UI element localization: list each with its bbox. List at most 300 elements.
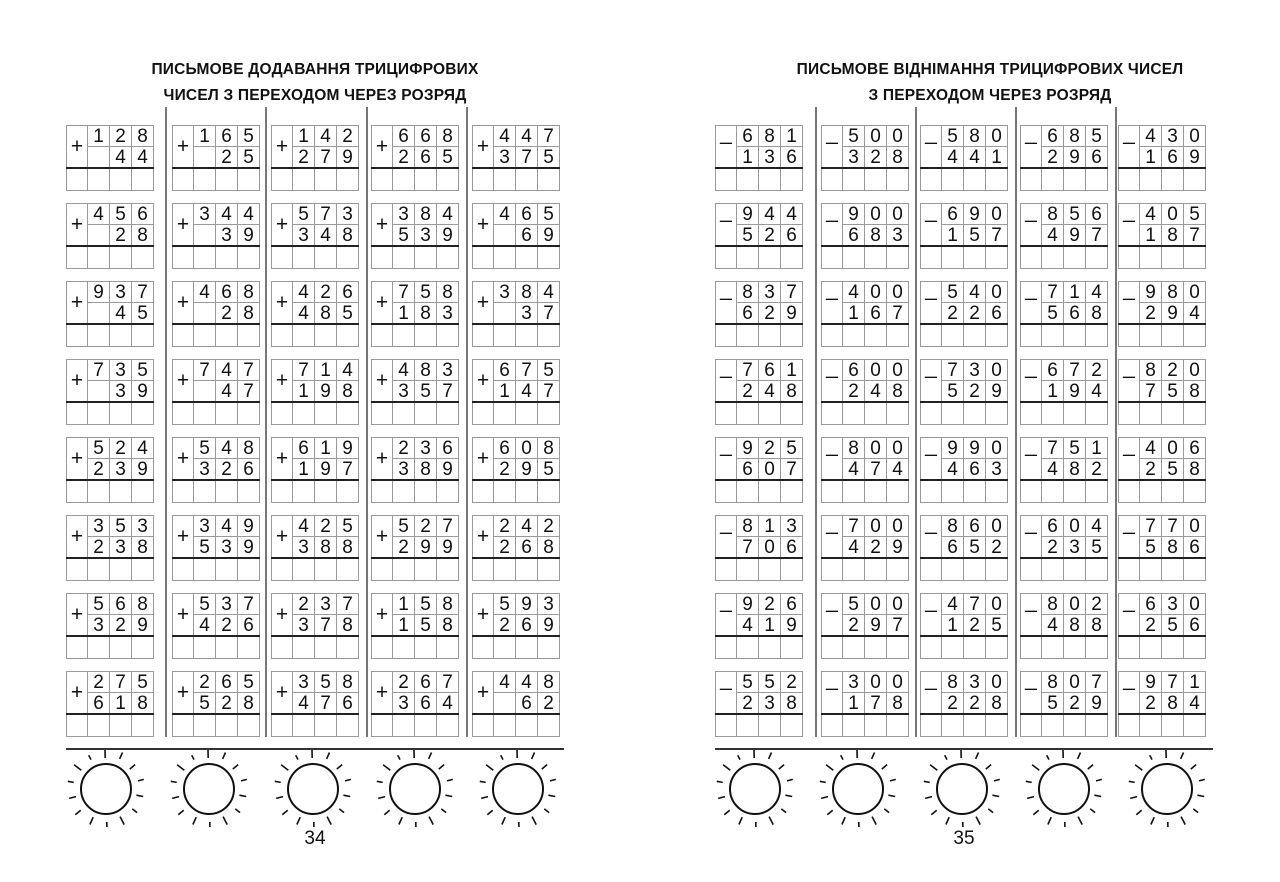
answer-cell[interactable] [292,402,315,425]
answer-cell[interactable] [392,402,415,425]
answer-cell[interactable] [1183,714,1206,737]
answer-cell[interactable] [172,636,194,659]
answer-cell[interactable] [436,480,459,503]
answer-cell[interactable] [1085,714,1108,737]
answer-cell[interactable] [472,402,494,425]
answer-cell[interactable] [886,558,909,581]
answer-cell[interactable] [941,324,964,347]
answer-cell[interactable] [941,402,964,425]
answer-cell[interactable] [1063,714,1086,737]
answer-cell[interactable] [821,558,843,581]
answer-cell[interactable] [314,168,337,191]
answer-cell[interactable] [920,558,942,581]
answer-cell[interactable] [1161,168,1184,191]
answer-cell[interactable] [1041,324,1064,347]
answer-cell[interactable] [821,714,843,737]
answer-cell[interactable] [920,480,942,503]
answer-cell[interactable] [1139,636,1162,659]
answer-cell[interactable] [941,246,964,269]
answer-cell[interactable] [87,168,110,191]
answer-cell[interactable] [336,168,359,191]
answer-cell[interactable] [886,324,909,347]
answer-cell[interactable] [985,714,1008,737]
answer-cell[interactable] [237,714,260,737]
answer-cell[interactable] [109,402,132,425]
answer-cell[interactable] [1041,246,1064,269]
answer-cell[interactable] [780,324,803,347]
answer-cell[interactable] [1085,246,1108,269]
answer-cell[interactable] [1020,480,1042,503]
answer-cell[interactable] [87,636,110,659]
answer-cell[interactable] [780,480,803,503]
answer-cell[interactable] [237,402,260,425]
answer-cell[interactable] [172,402,194,425]
answer-cell[interactable] [436,402,459,425]
answer-cell[interactable] [821,324,843,347]
answer-cell[interactable] [66,558,88,581]
answer-cell[interactable] [1118,636,1140,659]
answer-cell[interactable] [172,246,194,269]
answer-cell[interactable] [371,636,393,659]
answer-cell[interactable] [780,714,803,737]
answer-cell[interactable] [414,402,437,425]
answer-cell[interactable] [193,480,216,503]
answer-cell[interactable] [715,324,737,347]
answer-cell[interactable] [1118,168,1140,191]
answer-cell[interactable] [172,480,194,503]
answer-cell[interactable] [537,168,560,191]
answer-cell[interactable] [193,246,216,269]
answer-cell[interactable] [414,714,437,737]
answer-cell[interactable] [1161,480,1184,503]
answer-cell[interactable] [314,636,337,659]
answer-cell[interactable] [237,480,260,503]
answer-cell[interactable] [472,636,494,659]
answer-cell[interactable] [1020,558,1042,581]
answer-cell[interactable] [436,636,459,659]
answer-cell[interactable] [336,558,359,581]
answer-cell[interactable] [715,480,737,503]
answer-cell[interactable] [172,714,194,737]
answer-cell[interactable] [1183,558,1206,581]
answer-cell[interactable] [780,402,803,425]
answer-cell[interactable] [963,246,986,269]
answer-cell[interactable] [1041,168,1064,191]
answer-cell[interactable] [1183,246,1206,269]
answer-cell[interactable] [109,246,132,269]
answer-cell[interactable] [66,636,88,659]
answer-cell[interactable] [131,324,154,347]
answer-cell[interactable] [1139,714,1162,737]
answer-cell[interactable] [271,168,293,191]
answer-cell[interactable] [336,402,359,425]
answer-cell[interactable] [414,168,437,191]
answer-cell[interactable] [131,558,154,581]
answer-cell[interactable] [842,714,865,737]
answer-cell[interactable] [172,558,194,581]
answer-cell[interactable] [436,168,459,191]
answer-cell[interactable] [237,324,260,347]
answer-cell[interactable] [271,480,293,503]
answer-cell[interactable] [215,324,238,347]
answer-cell[interactable] [1139,480,1162,503]
answer-cell[interactable] [131,636,154,659]
answer-cell[interactable] [271,246,293,269]
answer-cell[interactable] [941,480,964,503]
answer-cell[interactable] [1139,324,1162,347]
answer-cell[interactable] [371,402,393,425]
answer-cell[interactable] [736,246,759,269]
answer-cell[interactable] [1020,714,1042,737]
answer-cell[interactable] [1041,402,1064,425]
answer-cell[interactable] [821,636,843,659]
answer-cell[interactable] [985,246,1008,269]
answer-cell[interactable] [715,636,737,659]
answer-cell[interactable] [515,714,538,737]
answer-cell[interactable] [371,246,393,269]
answer-cell[interactable] [920,168,942,191]
answer-cell[interactable] [371,168,393,191]
answer-cell[interactable] [1183,480,1206,503]
answer-cell[interactable] [842,558,865,581]
answer-cell[interactable] [963,636,986,659]
answer-cell[interactable] [715,402,737,425]
answer-cell[interactable] [436,324,459,347]
answer-cell[interactable] [1161,714,1184,737]
answer-cell[interactable] [1020,324,1042,347]
answer-cell[interactable] [472,558,494,581]
answer-cell[interactable] [963,480,986,503]
answer-cell[interactable] [780,246,803,269]
answer-cell[interactable] [271,324,293,347]
answer-cell[interactable] [515,168,538,191]
answer-cell[interactable] [1020,168,1042,191]
answer-cell[interactable] [271,714,293,737]
answer-cell[interactable] [963,402,986,425]
answer-cell[interactable] [1118,714,1140,737]
answer-cell[interactable] [109,714,132,737]
answer-cell[interactable] [215,480,238,503]
answer-cell[interactable] [515,324,538,347]
answer-cell[interactable] [864,168,887,191]
answer-cell[interactable] [736,558,759,581]
answer-cell[interactable] [414,636,437,659]
answer-cell[interactable] [292,480,315,503]
answer-cell[interactable] [920,714,942,737]
answer-cell[interactable] [87,402,110,425]
answer-cell[interactable] [66,246,88,269]
answer-cell[interactable] [1183,402,1206,425]
answer-cell[interactable] [371,714,393,737]
answer-cell[interactable] [193,714,216,737]
answer-cell[interactable] [87,714,110,737]
answer-cell[interactable] [392,636,415,659]
answer-cell[interactable] [237,558,260,581]
answer-cell[interactable] [436,558,459,581]
answer-cell[interactable] [314,714,337,737]
answer-cell[interactable] [985,480,1008,503]
answer-cell[interactable] [941,168,964,191]
answer-cell[interactable] [886,246,909,269]
answer-cell[interactable] [736,324,759,347]
answer-cell[interactable] [780,636,803,659]
answer-cell[interactable] [963,558,986,581]
answer-cell[interactable] [1063,246,1086,269]
answer-cell[interactable] [87,480,110,503]
answer-cell[interactable] [842,636,865,659]
answer-cell[interactable] [414,558,437,581]
answer-cell[interactable] [1041,480,1064,503]
answer-cell[interactable] [1063,636,1086,659]
answer-cell[interactable] [985,324,1008,347]
answer-cell[interactable] [131,246,154,269]
answer-cell[interactable] [472,246,494,269]
answer-cell[interactable] [193,558,216,581]
answer-cell[interactable] [886,636,909,659]
answer-cell[interactable] [780,558,803,581]
answer-cell[interactable] [87,558,110,581]
answer-cell[interactable] [1020,246,1042,269]
answer-cell[interactable] [87,324,110,347]
answer-cell[interactable] [493,636,516,659]
answer-cell[interactable] [1041,714,1064,737]
answer-cell[interactable] [1063,324,1086,347]
answer-cell[interactable] [1085,480,1108,503]
answer-cell[interactable] [414,246,437,269]
answer-cell[interactable] [1161,402,1184,425]
answer-cell[interactable] [493,246,516,269]
answer-cell[interactable] [920,324,942,347]
answer-cell[interactable] [131,480,154,503]
answer-cell[interactable] [985,402,1008,425]
answer-cell[interactable] [414,324,437,347]
answer-cell[interactable] [271,402,293,425]
answer-cell[interactable] [371,558,393,581]
answer-cell[interactable] [392,246,415,269]
answer-cell[interactable] [1085,402,1108,425]
answer-cell[interactable] [1118,480,1140,503]
answer-cell[interactable] [336,480,359,503]
answer-cell[interactable] [1063,402,1086,425]
answer-cell[interactable] [493,402,516,425]
answer-cell[interactable] [66,402,88,425]
answer-cell[interactable] [336,246,359,269]
answer-cell[interactable] [271,636,293,659]
answer-cell[interactable] [985,558,1008,581]
answer-cell[interactable] [920,636,942,659]
answer-cell[interactable] [537,480,560,503]
answer-cell[interactable] [941,558,964,581]
answer-cell[interactable] [963,714,986,737]
answer-cell[interactable] [985,168,1008,191]
answer-cell[interactable] [414,480,437,503]
answer-cell[interactable] [537,402,560,425]
answer-cell[interactable] [193,636,216,659]
answer-cell[interactable] [736,714,759,737]
answer-cell[interactable] [336,714,359,737]
answer-cell[interactable] [715,558,737,581]
answer-cell[interactable] [172,168,194,191]
answer-cell[interactable] [715,168,737,191]
answer-cell[interactable] [842,402,865,425]
answer-cell[interactable] [1085,168,1108,191]
answer-cell[interactable] [1183,168,1206,191]
answer-cell[interactable] [537,558,560,581]
answer-cell[interactable] [963,324,986,347]
answer-cell[interactable] [493,558,516,581]
answer-cell[interactable] [821,246,843,269]
answer-cell[interactable] [109,168,132,191]
answer-cell[interactable] [493,714,516,737]
answer-cell[interactable] [985,636,1008,659]
answer-cell[interactable] [1139,168,1162,191]
answer-cell[interactable] [1161,246,1184,269]
answer-cell[interactable] [193,168,216,191]
answer-cell[interactable] [392,324,415,347]
answer-cell[interactable] [736,636,759,659]
answer-cell[interactable] [314,402,337,425]
answer-cell[interactable] [1118,558,1140,581]
answer-cell[interactable] [1139,246,1162,269]
answer-cell[interactable] [215,402,238,425]
answer-cell[interactable] [193,402,216,425]
answer-cell[interactable] [109,480,132,503]
answer-cell[interactable] [758,246,781,269]
answer-cell[interactable] [758,480,781,503]
answer-cell[interactable] [472,480,494,503]
answer-cell[interactable] [215,168,238,191]
answer-cell[interactable] [1118,246,1140,269]
answer-cell[interactable] [864,636,887,659]
answer-cell[interactable] [1085,558,1108,581]
answer-cell[interactable] [237,636,260,659]
answer-cell[interactable] [1063,558,1086,581]
answer-cell[interactable] [515,636,538,659]
answer-cell[interactable] [515,558,538,581]
answer-cell[interactable] [1041,558,1064,581]
answer-cell[interactable] [131,402,154,425]
answer-cell[interactable] [109,558,132,581]
answer-cell[interactable] [472,168,494,191]
answer-cell[interactable] [1041,636,1064,659]
answer-cell[interactable] [314,246,337,269]
answer-cell[interactable] [109,324,132,347]
answer-cell[interactable] [66,480,88,503]
answer-cell[interactable] [292,636,315,659]
answer-cell[interactable] [392,480,415,503]
answer-cell[interactable] [1020,636,1042,659]
answer-cell[interactable] [493,168,516,191]
answer-cell[interactable] [842,324,865,347]
answer-cell[interactable] [292,714,315,737]
answer-cell[interactable] [963,168,986,191]
answer-cell[interactable] [493,324,516,347]
answer-cell[interactable] [1118,402,1140,425]
answer-cell[interactable] [821,480,843,503]
answer-cell[interactable] [271,558,293,581]
answer-cell[interactable] [537,324,560,347]
answer-cell[interactable] [436,246,459,269]
answer-cell[interactable] [515,402,538,425]
answer-cell[interactable] [864,480,887,503]
answer-cell[interactable] [920,246,942,269]
answer-cell[interactable] [392,168,415,191]
answer-cell[interactable] [537,714,560,737]
answer-cell[interactable] [715,246,737,269]
answer-cell[interactable] [864,714,887,737]
answer-cell[interactable] [842,168,865,191]
answer-cell[interactable] [758,402,781,425]
answer-cell[interactable] [131,714,154,737]
answer-cell[interactable] [821,168,843,191]
answer-cell[interactable] [842,480,865,503]
answer-cell[interactable] [1161,636,1184,659]
answer-cell[interactable] [109,636,132,659]
answer-cell[interactable] [1085,324,1108,347]
answer-cell[interactable] [515,246,538,269]
answer-cell[interactable] [1161,324,1184,347]
answer-cell[interactable] [472,714,494,737]
answer-cell[interactable] [131,168,154,191]
answer-cell[interactable] [436,714,459,737]
answer-cell[interactable] [66,714,88,737]
answer-cell[interactable] [736,402,759,425]
answer-cell[interactable] [941,636,964,659]
answer-cell[interactable] [821,402,843,425]
answer-cell[interactable] [392,558,415,581]
answer-cell[interactable] [371,480,393,503]
answer-cell[interactable] [336,324,359,347]
answer-cell[interactable] [237,168,260,191]
answer-cell[interactable] [537,636,560,659]
answer-cell[interactable] [1161,558,1184,581]
answer-cell[interactable] [371,324,393,347]
answer-cell[interactable] [1063,168,1086,191]
answer-cell[interactable] [886,402,909,425]
answer-cell[interactable] [87,246,110,269]
answer-cell[interactable] [1020,402,1042,425]
answer-cell[interactable] [920,402,942,425]
answer-cell[interactable] [215,558,238,581]
answer-cell[interactable] [758,168,781,191]
answer-cell[interactable] [493,480,516,503]
answer-cell[interactable] [886,714,909,737]
answer-cell[interactable] [215,714,238,737]
answer-cell[interactable] [215,636,238,659]
answer-cell[interactable] [1118,324,1140,347]
answer-cell[interactable] [392,714,415,737]
answer-cell[interactable] [292,558,315,581]
answer-cell[interactable] [172,324,194,347]
answer-cell[interactable] [292,246,315,269]
answer-cell[interactable] [292,168,315,191]
answer-cell[interactable] [237,246,260,269]
answer-cell[interactable] [1085,636,1108,659]
answer-cell[interactable] [864,402,887,425]
answer-cell[interactable] [780,168,803,191]
answer-cell[interactable] [758,324,781,347]
answer-cell[interactable] [1063,480,1086,503]
answer-cell[interactable] [537,246,560,269]
answer-cell[interactable] [515,480,538,503]
answer-cell[interactable] [314,558,337,581]
answer-cell[interactable] [1183,636,1206,659]
answer-cell[interactable] [758,714,781,737]
answer-cell[interactable] [1139,558,1162,581]
answer-cell[interactable] [715,714,737,737]
answer-cell[interactable] [864,324,887,347]
answer-cell[interactable] [736,168,759,191]
